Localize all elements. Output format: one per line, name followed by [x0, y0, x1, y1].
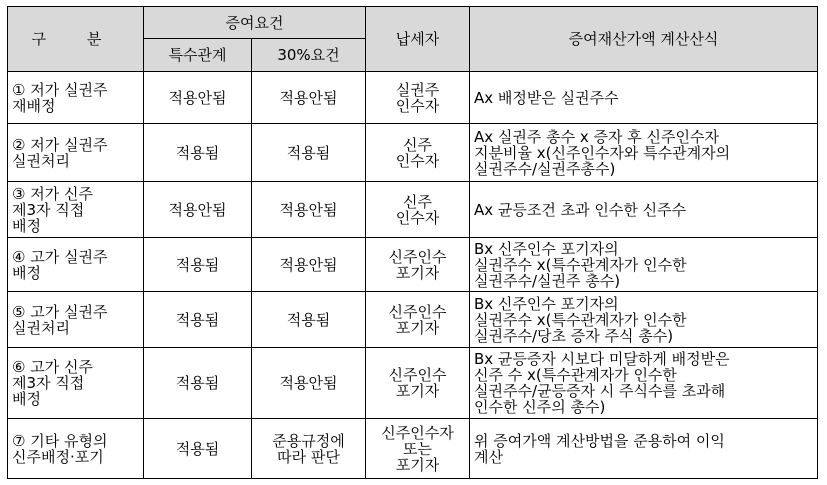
table-row [8, 72, 818, 124]
row-formula: Bx 신주인수 포기자의 실권주수 x(특수관계자가 인수한 실권주수/당초 증자 주식 총수) [470, 292, 818, 348]
header-thirty-percent: 30%요건 [252, 39, 366, 72]
row-formula: Bx 균등증자 시보다 미달하게 배정받은 신주 수 x(특수관계자가 인수한 실권주수/균등증자 시 주식수를 초과해 인수한 신주의 총수) [470, 348, 818, 419]
row-formula: 위 증여가액 계산방법을 준용하여 이익 계산 [470, 419, 818, 479]
row-formula: Ax 배정받은 실권주수 [470, 72, 818, 124]
row-special-relation: 적용안됨 [144, 72, 252, 124]
row-formula: Ax 균등조건 초과 인수한 신주수 [470, 182, 818, 238]
row-gubun: ① 저가 실권주 재배정 [8, 72, 144, 124]
row-taxpayer: 실권주 인수자 [366, 72, 470, 124]
row-special-relation: 적용됨 [144, 348, 252, 419]
row-gubun: ⑤ 고가 실권주 실권처리 [8, 292, 144, 348]
row-taxpayer: 신주 인수자 [366, 124, 470, 182]
row-taxpayer: 신주인수 포기자 [366, 238, 470, 292]
row-special-relation: 적용됨 [144, 238, 252, 292]
table-row [8, 182, 818, 238]
table-row [8, 419, 818, 479]
row-formula: Bx 신주인수 포기자의 실권주수 x(특수관계자가 인수한 실권주수/실권주 총수) [470, 238, 818, 292]
table-row [8, 348, 818, 419]
header-formula: 증여재산가액 계산산식 [470, 7, 818, 72]
row-thirty-percent: 적용안됨 [252, 238, 366, 292]
row-taxpayer: 신주인수자 또는 포기자 [366, 419, 470, 479]
header-special-relation: 특수관계 [144, 39, 252, 72]
row-thirty-percent: 적용안됨 [252, 182, 366, 238]
header-taxpayer: 납세자 [366, 7, 470, 72]
row-special-relation: 적용됨 [144, 124, 252, 182]
row-taxpayer: 신주 인수자 [366, 182, 470, 238]
row-gubun: ④ 고가 실권주 배정 [8, 238, 144, 292]
header-gubun: 구 분 [8, 7, 144, 72]
table-row [8, 124, 818, 182]
row-thirty-percent: 준용규정에 따라 판단 [252, 419, 366, 479]
row-special-relation: 적용안됨 [144, 182, 252, 238]
header-requirements: 증여요건 [144, 7, 366, 39]
row-gubun: ⑥ 고가 신주 제3자 직접 배정 [8, 348, 144, 419]
row-gubun: ⑦ 기타 유형의 신주배정·포기 [8, 419, 144, 479]
row-taxpayer: 신주인수 포기자 [366, 292, 470, 348]
gift-tax-table [7, 6, 818, 479]
row-thirty-percent: 적용안됨 [252, 72, 366, 124]
table-row [8, 238, 818, 292]
row-thirty-percent: 적용됨 [252, 292, 366, 348]
row-gubun: ③ 저가 신주 제3자 직접 배정 [8, 182, 144, 238]
row-thirty-percent: 적용됨 [252, 124, 366, 182]
row-formula: Ax 실권주 총수 x 증자 후 신주인수자 지분비율 x(신주인수자와 특수관계자의 실권주수/실권주총수) [470, 124, 818, 182]
row-thirty-percent: 적용안됨 [252, 348, 366, 419]
row-special-relation: 적용됨 [144, 292, 252, 348]
row-taxpayer: 신주인수 포기자 [366, 348, 470, 419]
table-row [8, 292, 818, 348]
row-gubun: ② 저가 실권주 실권처리 [8, 124, 144, 182]
row-special-relation: 적용됨 [144, 419, 252, 479]
